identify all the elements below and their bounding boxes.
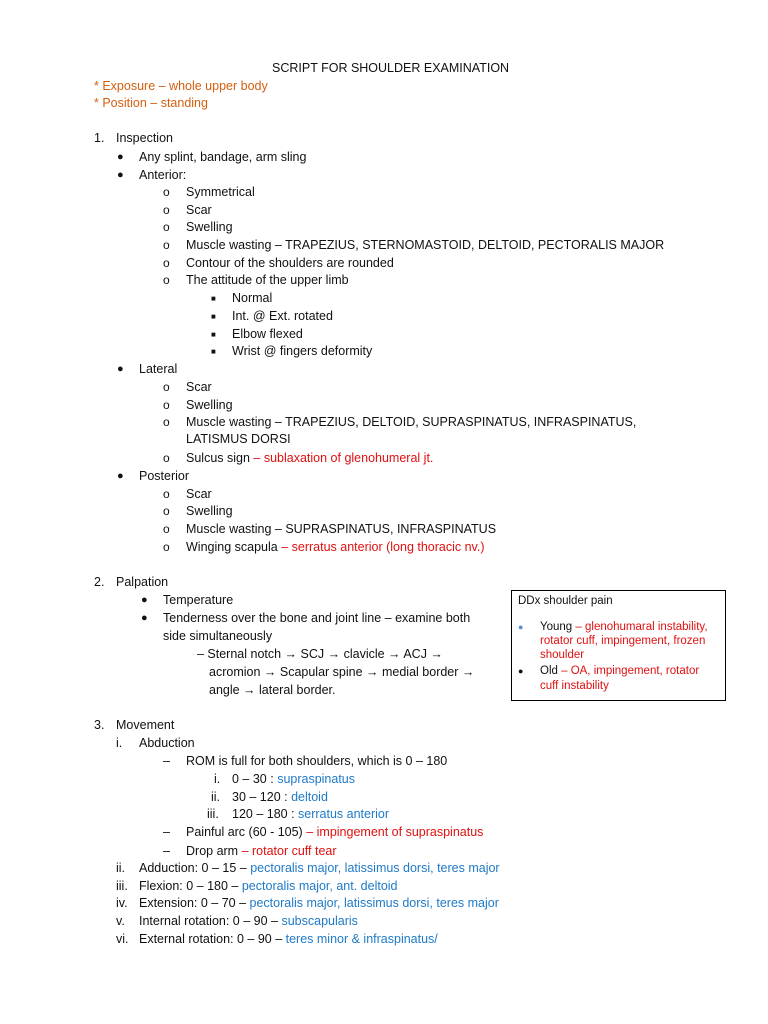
ddx-old: Old – OA, impingement, rotator <box>540 665 700 677</box>
list-item: Swelling <box>186 504 233 518</box>
roman-numeral: i. <box>116 736 123 750</box>
section-heading-movement: Movement <box>116 718 175 732</box>
list-item: Tenderness over the bone and joint line – examine both <box>163 611 471 625</box>
dash-marker: – <box>163 825 170 839</box>
bullet-circle-icon: o <box>163 398 170 412</box>
bullet-square-icon: ■ <box>211 330 216 339</box>
dash-marker: – <box>163 754 170 768</box>
movement-item: Internal rotation: 0 – 90 – subscapularis <box>139 914 358 928</box>
bullet-dot-icon: ● <box>141 612 148 624</box>
movement-item: Extension: 0 – 70 – pectoralis major, latissimus dorsi, teres major <box>139 896 499 910</box>
document-title: SCRIPT FOR SHOULDER EXAMINATION <box>272 61 510 75</box>
bullet-circle-icon: o <box>163 522 170 536</box>
intro-position: * Position – standing <box>94 96 208 110</box>
bullet-dot-icon: ● <box>117 151 124 163</box>
bullet-dot-icon: ● <box>117 169 124 181</box>
bullet-circle-icon: o <box>163 487 170 501</box>
bullet-circle-icon: o <box>163 451 170 465</box>
list-item: Elbow flexed <box>232 327 303 341</box>
ddx-young-continuation: shoulder <box>540 649 585 661</box>
bullet-circle-icon: o <box>163 380 170 394</box>
roman-numeral: vi. <box>116 932 129 946</box>
bullet-dot-icon: ● <box>518 666 524 676</box>
list-item-winging: Winging scapula – serratus anterior (long thoracic nv.) <box>186 540 485 554</box>
section-number: 1. <box>94 131 105 145</box>
palpation-path: acromion → Scapular spine → medial border → <box>209 665 475 679</box>
bullet-dot-icon: ● <box>141 594 148 606</box>
bullet-square-icon: ■ <box>211 312 216 321</box>
list-item: ROM is full for both shoulders, which is 0 – 180 <box>186 754 448 768</box>
section-number: 3. <box>94 718 105 732</box>
list-item: Muscle wasting – TRAPEZIUS, DELTOID, SUPRASPINATUS, INFRASPINATUS, <box>186 415 637 429</box>
list-item-drop-arm: Drop arm – rotator cuff tear <box>186 844 337 858</box>
movement-item: Flexion: 0 – 180 – pectoralis major, ant. deltoid <box>139 879 398 893</box>
bullet-circle-icon: o <box>163 238 170 252</box>
list-item-continuation: side simultaneously <box>163 629 273 643</box>
list-item: Muscle wasting – SUPRASPINATUS, INFRASPINATUS <box>186 522 497 536</box>
dash-marker: – <box>163 844 170 858</box>
section-number: 2. <box>94 575 105 589</box>
bullet-circle-icon: o <box>163 273 170 287</box>
list-item: Muscle wasting – TRAPEZIUS, STERNOMASTOID, DELTOID, PECTORALIS MAJOR <box>186 238 665 252</box>
bullet-dot-icon: ● <box>117 470 124 482</box>
list-item: Wrist @ fingers deformity <box>232 344 373 358</box>
subsection-anterior: Anterior: <box>139 168 187 182</box>
range-item: 30 – 120 : deltoid <box>232 790 328 804</box>
bullet-circle-icon: o <box>163 185 170 199</box>
bullet-circle-icon: o <box>163 540 170 554</box>
subsection-abduction: Abduction <box>139 736 195 750</box>
range-item: 0 – 30 : supraspinatus <box>232 772 356 786</box>
section-heading-palpation: Palpation <box>116 575 169 589</box>
list-item: Scar <box>186 487 212 501</box>
palpation-path: – Sternal notch → SCJ → clavicle → ACJ → <box>197 647 443 661</box>
bullet-circle-icon: o <box>163 256 170 270</box>
list-item: The attitude of the upper limb <box>186 273 349 287</box>
list-item: Int. @ Ext. rotated <box>232 309 333 323</box>
bullet-square-icon: ■ <box>211 294 216 303</box>
ddx-young: Young – glenohumaral instability, <box>540 621 708 633</box>
bullet-circle-icon: o <box>163 203 170 217</box>
movement-item: External rotation: 0 – 90 – teres minor & infraspinatus/ <box>139 932 438 946</box>
subsection-posterior: Posterior <box>139 469 190 483</box>
list-item: Normal <box>232 291 273 305</box>
list-item-painful-arc: Painful arc (60 - 105) – impingement of supraspinatus <box>186 825 484 839</box>
bullet-square-icon: ■ <box>211 347 216 356</box>
list-item: Swelling <box>186 220 233 234</box>
ddx-old-continuation: cuff instability <box>540 680 609 692</box>
ddx-young-continuation: rotator cuff, impingement, frozen <box>540 635 706 647</box>
bullet-circle-icon: o <box>163 220 170 234</box>
intro-exposure: * Exposure – whole upper body <box>94 79 268 93</box>
palpation-path: angle → lateral border. <box>209 683 336 697</box>
list-item: Swelling <box>186 398 233 412</box>
list-item-continuation: LATISMUS DORSI <box>186 432 291 446</box>
bullet-dot-icon: ● <box>518 622 524 632</box>
range-item: 120 – 180 : serratus anterior <box>232 807 390 821</box>
list-item: Scar <box>186 380 212 394</box>
section-heading-inspection: Inspection <box>116 131 173 145</box>
ddx-box <box>511 590 726 701</box>
list-item: Temperature <box>163 593 234 607</box>
roman-numeral: v. <box>116 914 125 928</box>
list-item: Scar <box>186 203 212 217</box>
bullet-circle-icon: o <box>163 415 170 429</box>
list-item: Symmetrical <box>186 185 255 199</box>
bullet-circle-icon: o <box>163 504 170 518</box>
roman-numeral: i. <box>214 772 221 786</box>
list-item: Any splint, bandage, arm sling <box>139 150 307 164</box>
movement-item: Adduction: 0 – 15 – pectoralis major, latissimus dorsi, teres major <box>139 861 500 875</box>
roman-numeral: iv. <box>116 896 128 910</box>
roman-numeral: ii. <box>211 790 221 804</box>
list-item: Contour of the shoulders are rounded <box>186 256 394 270</box>
roman-numeral: iii. <box>116 879 128 893</box>
subsection-lateral: Lateral <box>139 362 178 376</box>
ddx-title: DDx shoulder pain <box>518 595 613 607</box>
list-item-sulcus: Sulcus sign – sublaxation of glenohumeral jt. <box>186 451 434 465</box>
roman-numeral: ii. <box>116 861 126 875</box>
roman-numeral: iii. <box>207 807 219 821</box>
bullet-dot-icon: ● <box>117 363 124 375</box>
